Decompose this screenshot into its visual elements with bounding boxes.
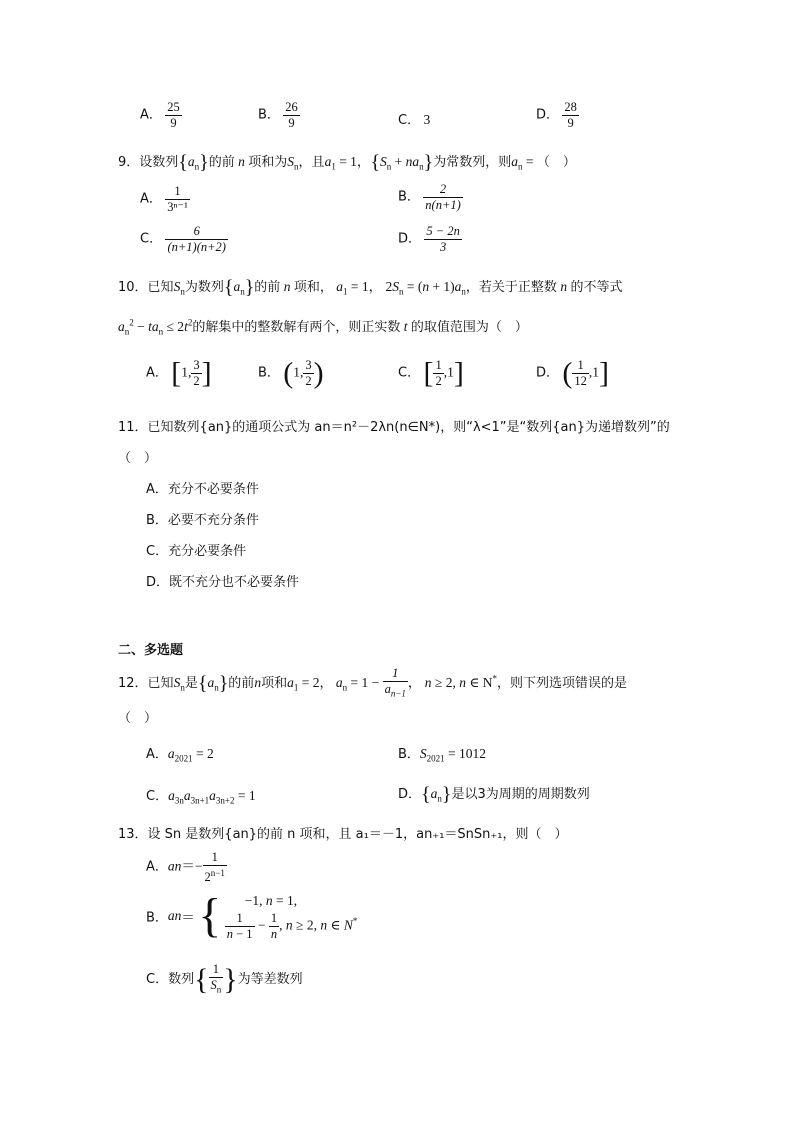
option-label: D． — [536, 107, 560, 123]
q12-text: 是以3为周期的周期数列 — [451, 787, 590, 802]
option-label: A． — [140, 107, 162, 123]
option-label: B． — [398, 747, 420, 762]
q12-text: 项和 — [261, 675, 288, 691]
q10-option-a: A． [1, $\frac{3}{2}$ ] — [146, 356, 212, 390]
option-label: A． — [146, 365, 168, 381]
fraction: $\frac{25}{9}$ — [167, 100, 180, 130]
fraction: $\frac{2}{n(n+1)}$ — [425, 182, 461, 212]
q8-option-a — [140, 100, 182, 131]
option-label: A． — [146, 747, 168, 762]
fraction: $\frac{1}{12}$ — [574, 358, 587, 388]
option-label: C． — [146, 971, 169, 987]
q10-line1: 10．已知$S_n$为数列$\{a_n\}$的前 n 项和， $a_1 = 1$， $2S_n = (n + 1)a_n$，若关于正整数 n 的不等式 — [118, 276, 623, 299]
option-label: C． — [140, 231, 163, 247]
q10-option-b: B． (1, $\frac{3}{2}$ ) — [258, 356, 324, 390]
q10-text: 的解集中的整数解有两个，则正实数 — [192, 320, 401, 335]
q9-option-b — [398, 182, 463, 213]
q8-option-b — [258, 100, 300, 131]
q13-option-a: A．an＝− $\frac{1}{2^{n-1}}$ — [146, 850, 225, 885]
q12-option-d: D．$\{a_n\}$是以3为周期的周期数列 — [398, 783, 590, 806]
q13-option-b: B．an＝ { −1, n = 1, $\frac{1}{n - 1}$ − $\frac{1}{n}$ , n ≥ 2, n ∈ N* — [146, 889, 358, 942]
q10-line2: $a_n^2 - ta_n \le 2t^2$的解集中的整数解有两个，则正实数 t 的取值范围为（ ） — [118, 317, 528, 337]
q12-text: ，则下列选项错误的是 — [496, 675, 627, 691]
fraction: $\frac{1}{\text{3ⁿ⁻¹}}$ — [167, 184, 188, 214]
q11-option-d: D．既不充分也不必要条件 — [146, 575, 300, 590]
option-label: C． — [398, 365, 421, 381]
q9-stem: 9．设数列$\{a_n\}$的前 n 项和为$S_n$，且$a_1 = 1$，$\{S_n + na_n\}$为常数列，则$a_n$ = （ ） — [118, 151, 576, 174]
q9-text: 的前 — [208, 155, 235, 170]
question-number: 11． — [118, 420, 148, 435]
q13-option-c: C．数列{ $\frac{1}{S_n}$ }为等差数列 — [146, 962, 303, 996]
option-label: B． — [398, 189, 420, 205]
option-label: A． — [140, 191, 162, 207]
q9-text: 设数列 — [139, 155, 179, 170]
option-label: B． — [258, 365, 280, 381]
option-label: B． — [258, 107, 280, 123]
q9-option-c — [140, 224, 228, 255]
option-label: C． — [398, 113, 421, 128]
q13-stem — [118, 823, 567, 842]
question-number: 9． — [118, 155, 140, 170]
fraction: $\frac{3}{2}$ — [193, 358, 200, 388]
q12-text: 已知 — [147, 675, 174, 691]
fraction: $\frac{1}{S_n}$ — [209, 962, 224, 998]
q10-option-d: D． ( $\frac{1}{12}$ ,1] — [536, 356, 610, 390]
q9-text: 项和为 — [248, 155, 288, 170]
q13-text: 为等差数列 — [237, 971, 303, 987]
option-label: C． — [146, 789, 169, 804]
fraction: $\frac{1}{a_{n-1}}$ — [383, 666, 408, 702]
q9-text: ，且 — [298, 155, 325, 170]
fraction: $\frac{28}{9}$ — [564, 100, 577, 130]
q10-text: 项和， — [293, 280, 333, 295]
q12-option-b: B．$S_{2021} = 1012$ — [398, 746, 487, 764]
q11-text: 已知数列{an}的通项公式为 an＝n²－2λn(n∈N*)，则“λ<1”是“数列{an}为递增数列”的 — [147, 420, 670, 435]
q12-stem: 12．已知$S_n$是$\{a_n\}$的前n项和$a_1 = 2$， $a_n = 1$ − $\frac{1}{a_{n-1}}$ ， n ≥ 2, n ∈ N*，则下列选项错误的是 — [118, 666, 627, 702]
option-label: A． — [146, 859, 168, 875]
option-label: D． — [398, 231, 422, 247]
fraction: $\frac{3}{2}$ — [305, 358, 312, 388]
q10-text: 的取值范围为（ ） — [410, 320, 528, 335]
q10-text: 的不等式 — [570, 280, 623, 295]
q11-option-c: C．充分必要条件 — [146, 544, 247, 559]
fraction: $\frac{6}{(n+1)(n+2)}$ — [167, 224, 226, 254]
option-label: B． — [146, 910, 168, 926]
question-number: 12． — [118, 675, 148, 691]
q11-option-b: B．必要不充分条件 — [146, 513, 259, 528]
fraction: $\frac{26}{9}$ — [285, 100, 298, 130]
q12-text: 的前 — [228, 675, 255, 691]
q10-option-c: C． [ $\frac{1}{2}$ ,1] — [398, 356, 464, 390]
q10-text: ，若关于正整数 — [465, 280, 557, 295]
fraction: $\frac{1}{2}$ — [435, 358, 442, 388]
q8-option-c — [398, 109, 430, 128]
q13-text: 数列 — [168, 971, 195, 987]
q10-text: 的前 — [254, 280, 281, 295]
section-title: 二、多选题 — [118, 643, 184, 658]
fraction: $\frac{1}{2^{n-1}}$ — [204, 850, 225, 885]
q12-text: 是 — [184, 675, 198, 691]
q10-text: 已知 — [147, 280, 174, 295]
q9-text: 为常数列，则 — [433, 155, 512, 170]
q9-option-d — [398, 224, 462, 255]
q9-text: （ ） — [536, 155, 576, 170]
q12-option-c: C．$a_{3n}a_{3n+1}a_{3n+2} = 1$ — [146, 788, 256, 806]
q11-option-a: A．充分不必要条件 — [146, 482, 259, 497]
option-value: 3 — [423, 112, 431, 127]
q12-option-a: A．$a_{2021} = 2$ — [146, 746, 214, 764]
q8-option-d — [536, 100, 579, 131]
question-number: 13． — [118, 827, 148, 842]
q11-paren: （ ） — [118, 451, 158, 466]
q11-stem — [118, 416, 670, 435]
option-label: D． — [398, 787, 422, 802]
q12-paren: （ ） — [118, 711, 158, 726]
q9-option-a — [140, 184, 190, 215]
fraction: $\frac{5 - 2n}{3}$ — [426, 224, 460, 254]
question-number: 10． — [118, 280, 148, 295]
q10-text: 为数列 — [184, 280, 224, 295]
q13-text: 设 Sn 是数列{an}的前 n 项和，且 a₁＝－1，an₊₁＝SnSn₊₁，则（ ） — [147, 827, 568, 842]
q12-text: ， — [319, 675, 333, 691]
option-label: D． — [536, 365, 560, 381]
